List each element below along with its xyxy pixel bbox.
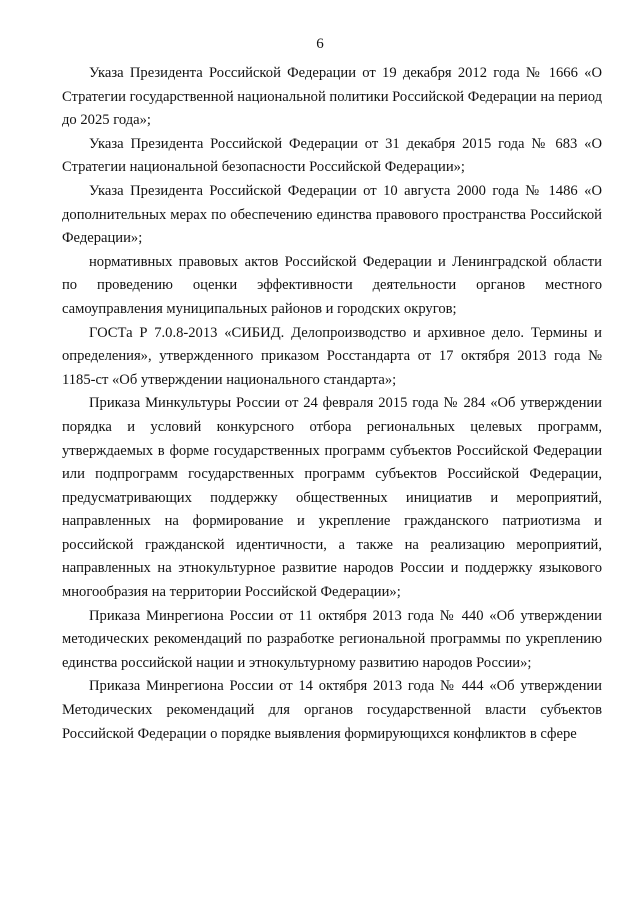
paragraph-minregion-order-444: Приказа Минрегиона России от 14 октября 2013 года № 444 «Об утверждении Методических рекомендаций для органов государственной власти субъектов Российской Федерации о порядке выявления формирующихся конфликтов в сфере — [62, 678, 602, 742]
document-body — [62, 62, 602, 746]
paragraph-decree-1486: Указа Президента Российской Федерации от 10 августа 2000 года № 1486 «О дополнительных мерах по обеспечению единства правового пространства Российской Федерации»; — [62, 182, 602, 247]
paragraph-decree-1666: Указа Президента Российской Федерации от 19 декабря 2012 года № 1666 «О Стратегии государственной национальной политики Российской Федерации на период до 2025 года»; — [62, 65, 602, 129]
paragraph-decree-683: Указа Президента Российской Федерации от 31 декабря 2015 года № 683 «О Стратегии национальной безопасности Российской Федерации»; — [62, 135, 602, 176]
paragraph-gost: ГОСТа Р 7.0.8-2013 «СИБИД. Делопроизводство и архивное дело. Термины и определения», утвержденного приказом Росстандарта от 17 октября 2013 года № 1185-ст «Об утверждении национального стандарта»; — [62, 324, 602, 388]
paragraph-minculture-order: Приказа Минкультуры России от 24 февраля 2015 года № 284 «Об утверждении порядка и условий конкурсного отбора региональных целевых программ, утверждаемых в форме государственных программ субъектов Российской Федерации или подпрограмм государственных программ субъектов Российской Федерации, предусматривающих поддержку общественных инициатив и мероприятий, направленных на формирование и укрепление гражданского патриотизма и российской гражданской идентичности, а также на реализацию мероприятий, направленных на этнокультурное развитие народов России и поддержку языкового многообразия на территории Российской Федерации»; — [62, 395, 602, 601]
paragraph-normative-acts: нормативных правовых актов Российской Федерации и Ленинградской области по проведению оценки эффективности деятельности органов местного самоуправления муниципальных районов и городских округов; — [62, 253, 602, 317]
page-number: 6 — [316, 36, 324, 52]
paragraph-minregion-order-440: Приказа Минрегиона России от 11 октября 2013 года № 440 «Об утверждении методических рекомендаций по разработке региональной программы по укреплению единства российской нации и этнокультурному развитию народов России»; — [62, 607, 602, 671]
